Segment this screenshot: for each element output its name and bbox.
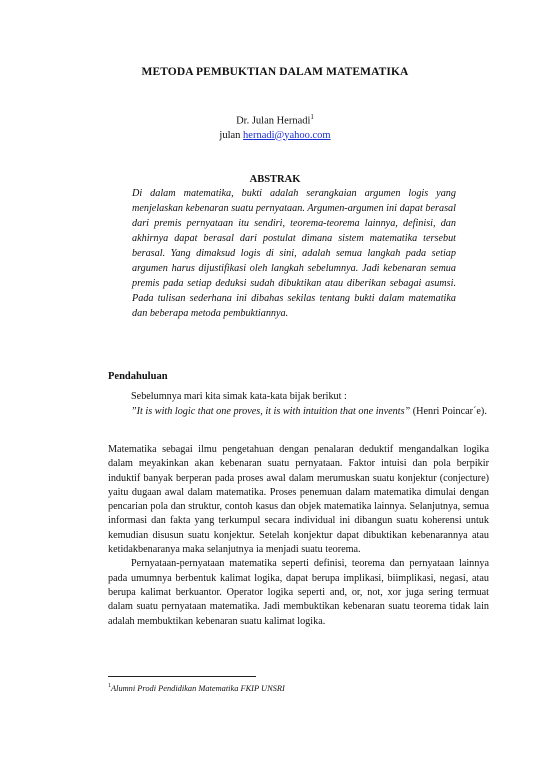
author-line [0, 110, 550, 129]
footnote [108, 683, 285, 693]
quote-block [131, 405, 489, 419]
body-text [108, 443, 489, 629]
footnote-rule [108, 676, 256, 677]
footnote-mark: 1 [108, 683, 111, 689]
quote-text: ”It is with logic that one proves, it is with intuition that one invents” [131, 406, 411, 417]
email-link[interactable]: hernadi@yahoo.com [243, 129, 331, 141]
author-footnote-mark: 1 [310, 113, 314, 121]
paragraph: Matematika sebagai ilmu pengetahuan dengan penalaran deduktif mengandalkan logika dalam meyakinkan akan kebenaran suatu pernyataan. Faktor intuisi dan pola berpikir induktif banyak berperan pada proses awal dalam merumuskan suatu konjektur (conjecture) yaitu dugaan awal dalam matematika. Proses penemuan dalam matematika dimulai dengan pencarian pola dan struktur, contoh kasus dan objek matematika lainnya. Selanjutnya, semua informasi dan fakta yang terkumpul secara individual ini dibangun suatu koherensi untuk kemudian disusun suatu konjektur. Setelah konjektur dapat dibuktikan kebenarannya atau ketidakbenaranya maka selanjutnya ia menjadi suatu teorema. [108, 444, 489, 556]
quote-attribution: (Henri Poincar´e). [412, 406, 487, 417]
abstract-heading: ABSTRAK [249, 174, 301, 185]
footnote-text: Alumni Prodi Pendidikan Matematika FKIP UNSRI [111, 683, 285, 693]
section-lead: Sebelumnya mari kita simak kata-kata bijak berikut : [131, 391, 347, 402]
email-prefix: julan [219, 129, 241, 141]
paper-title: METODA PEMBUKTIAN DALAM MATEMATIKA [141, 66, 409, 78]
author-name: Dr. Julan Hernadi [236, 115, 311, 127]
abstract-text: Di dalam matematika, bukti adalah serangkaian argumen logis yang menjelaskan kebenaran suatu pernyataan. Argumen-argumen ini dapat berasal dari premis pernyataan itu sendiri, teorema-teorema lainnya, definisi, dan akhirnya dapat berasal dari postulat dimana sistem matematika tersebut berasal. Yang dimaksud logis di sini, adalah semua langkah pada setiap argumen harus dijustifikasi oleh langkah sebelumnya. Jadi kebenaran semua premis pada setiap deduksi sudah dibuktikan atau diberikan sebagai asumsi. Pada tulisan sederhana ini dibahas sekilas tentang bukti dalam matematika dan beberapa metoda pembuktiannya. [132, 188, 456, 319]
email-line [0, 129, 550, 143]
author-block [0, 110, 550, 143]
section-heading: Pendahuluan [108, 371, 168, 382]
paragraph: Pernyataan-pernyataan matematika seperti definisi, teorema dan pernyataan lainnya pada umumnya berbentuk kalimat logika, dapat berupa implikasi, biimplikasi, negasi, atau berupa kalimat berkuantor. Operator logika seperti and, or, not, xor juga sering termuat dalam suatu pernyataan matematika. Jadi membuktikan kebenaran suatu teorema tidak lain adalah membuktikan kebenaran suatu kalimat logika. [108, 558, 489, 627]
